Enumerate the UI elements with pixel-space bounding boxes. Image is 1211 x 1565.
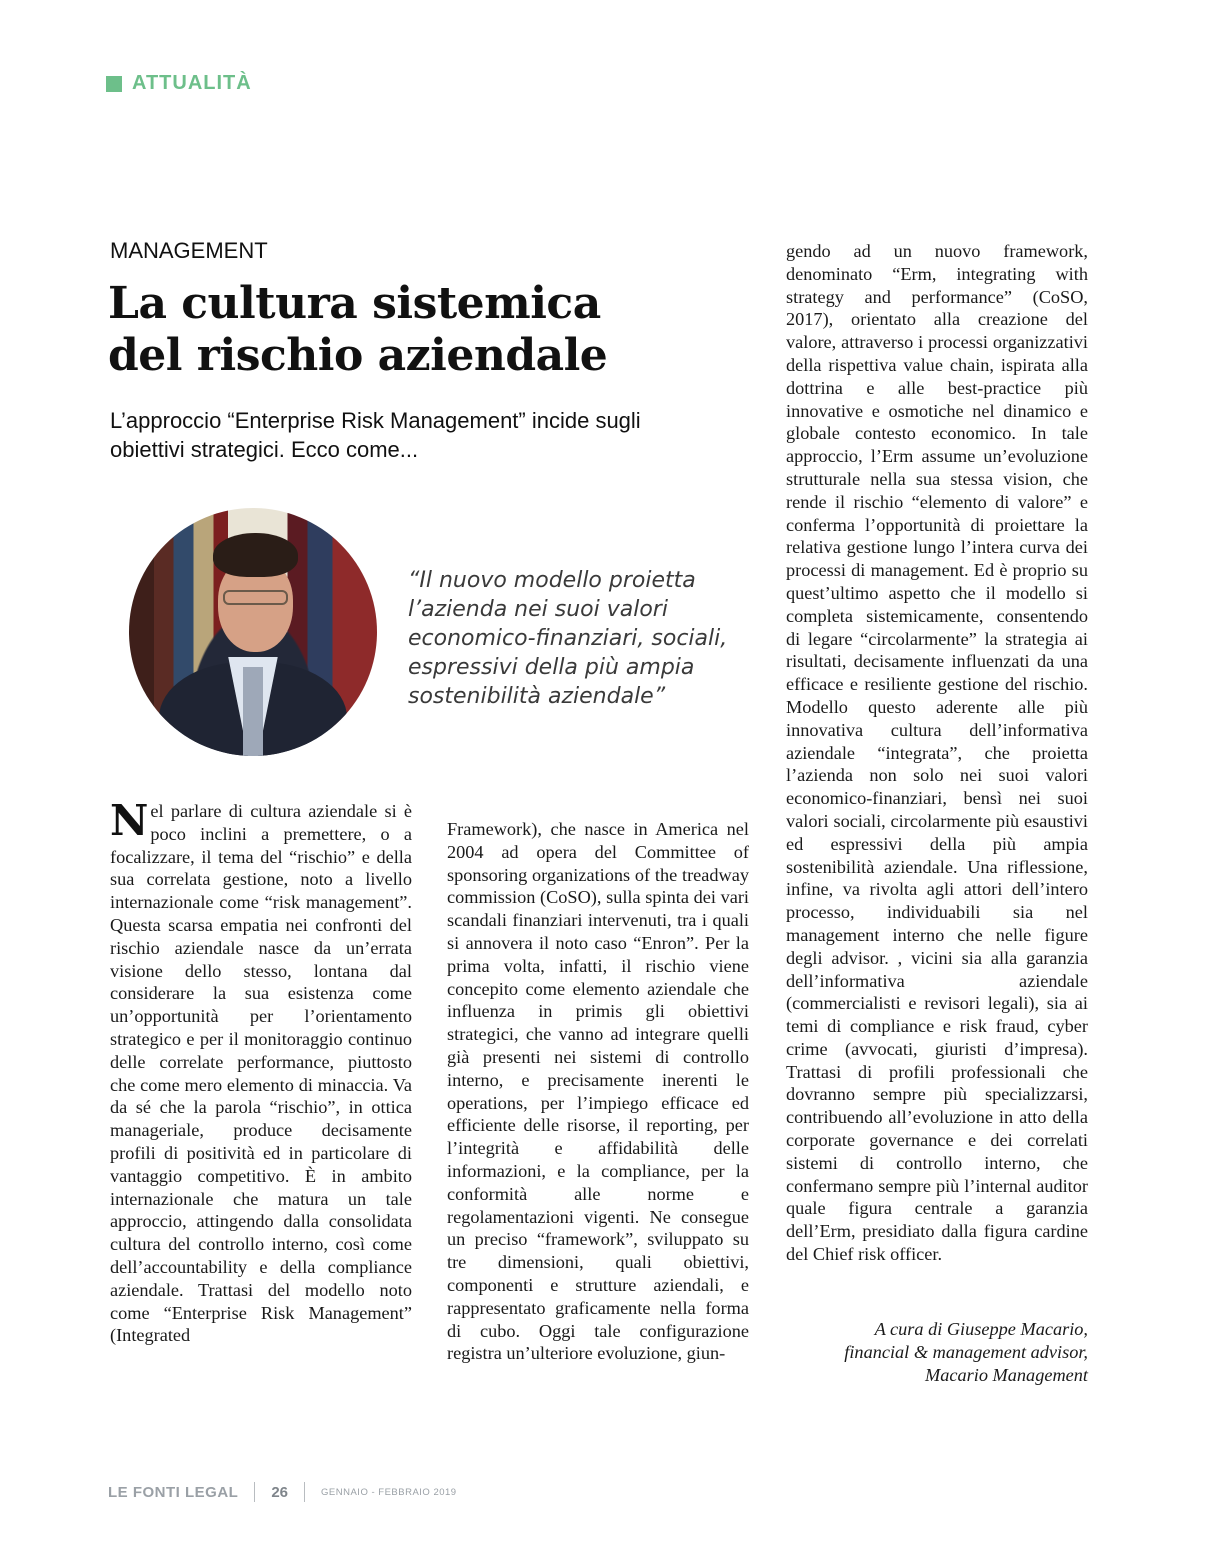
body-column-2: Framework), che nasce in America nel 2004 ad opera del Committee of sponsoring organizations of the treadway commission (CoSO), sulla spinta dei vari scandali finanziari intervenuti, tra i quali si annovera il noto caso “Enron”. Per la prima volta, infatti, il rischio viene concepito come elemento aziendale che influenza in primis gli obiettivi strategici, che vanno ad integrare quelli già presenti nei sistemi di controllo interno, e precisamente inerenti le operations, per l’impiego efficace ed efficiente delle risorse, il reporting, per l’integrità e affidabilità delle informazioni, e la compliance, per la conformità alle norme e regolamentazioni vigenti. Ne consegue un preciso “framework”, sviluppato su tre dimensioni, quali obiettivi, componenti e strutture aziendali, e rappresentato graficamente nella forma di cubo. Oggi tale configurazione registra un’ulteriore evoluzione, giun-: [447, 819, 749, 1364]
article-kicker: MANAGEMENT: [110, 238, 268, 263]
pull-quote: “Il nuovo modello proietta l’azienda nei suoi valori economico-finanziari, sociali, espressivi della più ampia sostenibilità aziendale”: [408, 568, 728, 709]
body-column-3: gendo ad un nuovo framework, denominato “Erm, integrating with strategy and performance” (CoSO, 2017), orientato alla creazione del valore, attraverso i processi organizzativi della rispettiva value chain, ispirata alla dottrina e alle best-practice più innovative e osmotiche nel dinamico e globale contesto economico. In tale approccio, l’Erm assume un’evoluzione strutturale nella sua stessa vision, che rende il rischio “elemento di valore” e conferma l’opportunità di proiettare la relativa gestione lungo l’intera curva dei processi di management. Ed è proprio su quest’ultimo aspetto che il modello si completa sistemicamente, consentendo di legare “circolarmente” la strategia ai risultati, decisamente influenzati da una efficace e resiliente gestione del rischio. Modello questo aderente alle più innovativa cultura dell’informativa aziendale “integrata”, che proietta l’azienda non solo nei suoi valori economico-finanziari, bensì nei suoi valori sociali, circolarmente più esaustivi ed espressivi della più ampia sostenibilità aziendale. Una riflessione, infine, va rivolta agli attori dell’intero processo, individuabili sia nel management interno che nelle figure degli advisor. , vicini sia alla garanzia dell’informativa aziendale (commercialisti e revisori legali), sia ai temi di compliance e risk fraud, cyber crime (avvocati, giuristi d’impresa). Trattasi di profili professionali che dovranno sempre più specializzarsi, contribuendo all’evoluzione in atto della corporate governance e dei correlati sistemi di controllo interno, che confermano sempre più l’internal auditor quale figura centrale a garanzia dell’Erm, presidiato dalla figura cardine del Chief risk officer.: [786, 241, 1088, 1265]
page-number: 26: [271, 1483, 289, 1501]
drop-cap: N: [110, 796, 149, 845]
publication-name: LE FONTI LEGAL: [108, 1483, 239, 1501]
article-title: La cultura sistemica del rischio aziendale: [108, 278, 608, 381]
section-label: ATTUALITÀ: [132, 72, 252, 94]
section-tag: [106, 72, 252, 95]
footer-divider: [254, 1482, 255, 1502]
author-portrait: [129, 508, 377, 756]
body-column-1: [110, 796, 412, 1347]
author-byline: A cura di Giuseppe Macario, financial & management advisor, Macario Management: [844, 1319, 1088, 1385]
section-marker-icon: [106, 76, 122, 92]
footer-divider: [304, 1482, 305, 1502]
article-deck: L’approccio “Enterprise Risk Management” incide sugli obiettivi strategici. Ecco come...: [110, 408, 641, 462]
page-footer: [108, 1482, 457, 1502]
body-column-1-text: el parlare di cultura aziendale si è poco inclini a premettere, o a focalizzare, il tema del “rischio” e della sua correlata gestione, noto a livello internazionale come “risk management”. Questa scarsa empatia nei confronti del rischio aziendale nasce da un’errata visione dello stesso, lontana dal considerare la sua esistenza come un’opportunità per l’orientamento strategico e per il monitoraggio continuo delle correlate performance, piuttosto che come mero elemento di minaccia. Va da sé che la parola “rischio”, in ottica manageriale, produce decisamente profili di positività ed in particolare di vantaggio competitivo. È in ambito internazionale che matura un tale approccio, attingendo dalla consolidata cultura del controllo interno, così come dell’accountability e della compliance aziendale. Trattasi del modello noto come “Enterprise Risk Management” (Integrated: [110, 801, 412, 1346]
issue-date: GENNAIO - FEBBRAIO 2019: [321, 1486, 457, 1498]
